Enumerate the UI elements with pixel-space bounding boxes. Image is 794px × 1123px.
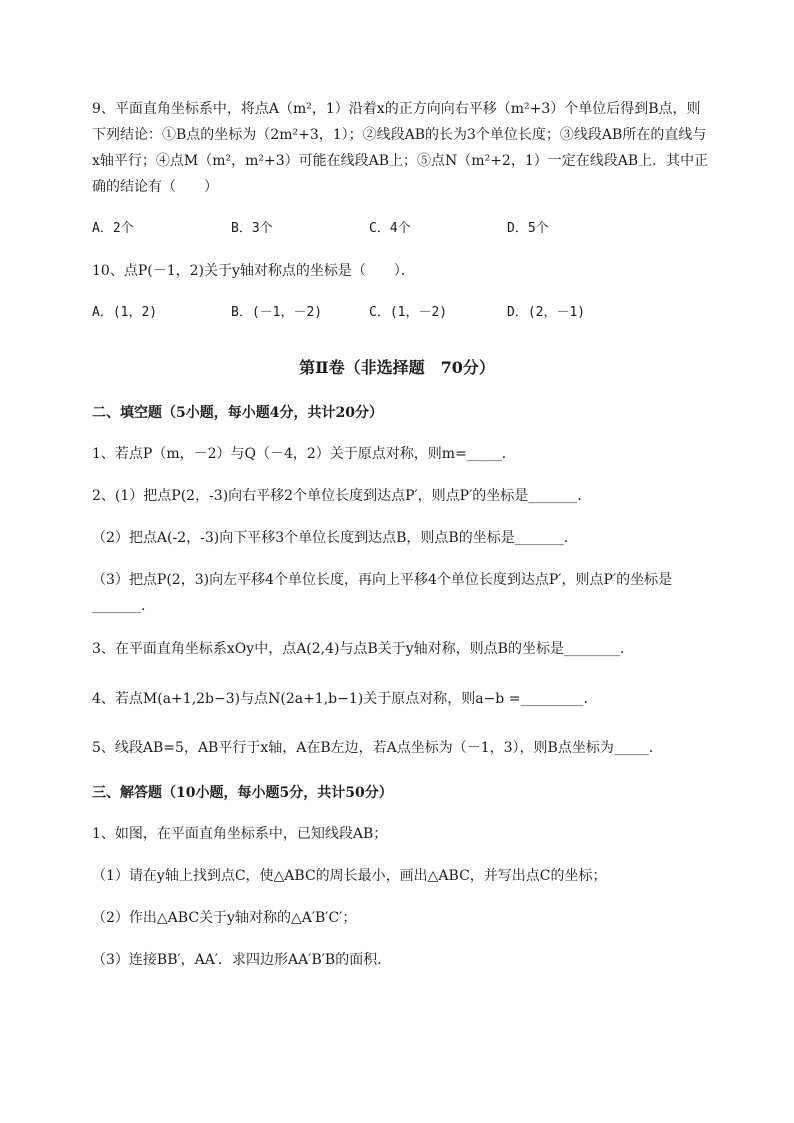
s3-q1-part3: （3）连接BB′，AA′．求四边形AA′B′B的面积． — [92, 952, 392, 968]
s2-q2-part3-line1: （3）把点P(2，3)向左平移4个单位长度，再向上平移4个单位长度到达点P′，则点P′的坐标是 — [92, 572, 673, 588]
s2-q2-part1: 2、(1）把点P(2，-3)向右平移2个单位长度到达点P′，则点P′的坐标是_______． — [92, 488, 592, 504]
q10-option-b: B．(－1，－2) — [231, 305, 323, 320]
s2-q2-part3-line2: _______． — [92, 598, 155, 614]
s2-q3: 3、在平面直角坐标系xOy中，点A(2,4)与点B关于y轴对称，则点B的坐标是________． — [92, 641, 634, 657]
part2-title: 第Ⅱ卷（非选择题 70分） — [299, 358, 495, 377]
s3-q1: 1、如图，在平面直角坐标系中，已知线段AB； — [92, 826, 388, 842]
s2-q5: 5、线段AB=5，AB平行于x轴，A在B左边，若A点坐标为（－1，3），则B点坐标为_____． — [92, 740, 663, 756]
q9-line-4: 确的结论有（ ） — [92, 179, 218, 195]
q9-option-b: B．3个 — [231, 221, 273, 236]
s2-q4: 4、若点M(a+1,2b−3)与点N(2a+1,b−1)关于原点对称，则a−b =_________． — [92, 691, 598, 707]
section3-heading: 三、解答题（10小题，每小题5分，共计50分） — [92, 785, 393, 801]
q9-option-a: A．2个 — [92, 221, 134, 236]
s2-q2-part2: （2）把点A(-2，-3)向下平移3个单位长度到达点B，则点B的坐标是_______． — [92, 530, 578, 546]
q9-option-d: D．5个 — [507, 221, 549, 236]
q9-line-3: x轴平行；④点M（m²，m²+3）可能在线段AB上；⑤点N（m²+2，1）一定在线段AB上．其中正 — [92, 153, 709, 169]
s2-q1: 1、若点P（m，－2）与Q（－4，2）关于原点对称，则m=_____． — [92, 446, 516, 462]
q10-line-1: 10、点P(－1，2)关于y轴对称点的坐标是（ ）． — [92, 263, 415, 279]
section2-heading: 二、填空题（5小题，每小题4分，共计20分） — [92, 405, 383, 421]
q9-line-2: 下列结论：①B点的坐标为（2m²+3，1）；②线段AB的长为3个单位长度；③线段AB所在的直线与 — [92, 127, 707, 143]
s3-q1-part1: （1）请在y轴上找到点C，使△ABC的周长最小，画出△ABC，并写出点C的坐标； — [92, 868, 607, 884]
q10-option-a: A．(1，2) — [92, 305, 158, 320]
q9-line-1: 9、平面直角坐标系中，将点A（m²，1）沿着x的正方向向右平移（m²+3）个单位后得到B点，则 — [92, 101, 701, 117]
q10-option-c: C．(1，－2) — [369, 305, 448, 320]
q10-option-d: D．(2，－1) — [507, 305, 586, 320]
s3-q1-part2: （2）作出△ABC关于y轴对称的△A′B′C′； — [92, 910, 357, 926]
q9-option-c: C．4个 — [369, 221, 411, 236]
